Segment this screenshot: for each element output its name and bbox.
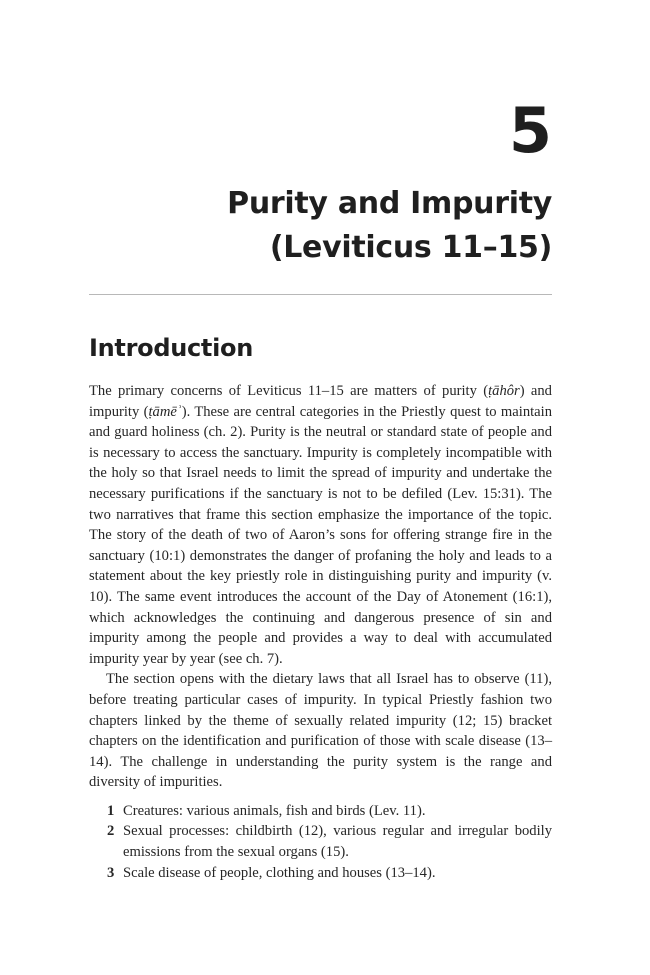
list-item — [89, 801, 552, 822]
paragraph-1 — [89, 381, 552, 669]
paragraph-1-text-a: The primary concerns of Leviticus 11–15 are matters of purity ( — [89, 383, 489, 399]
divider-rule — [89, 294, 552, 295]
list-item-number: 1 — [107, 802, 115, 819]
term-tahor: ṭāhôr — [488, 383, 520, 399]
term-tame: ṭāmēʾ — [148, 403, 182, 420]
body-text — [89, 381, 552, 883]
chapter-number: 5 — [508, 94, 552, 167]
paragraph-1-text-c: ). These are central categories in the Priestly quest to maintain and guard holiness (ch. 2). Purity is the neutral or standard state of people and is necessary to access the sanctuary. Impurity is completely incompatible with the holy so that Israel needs to limit the spread of impurity and undertake the necessary purifications if the sanctuary is not to be defiled (Lev. 15:31). The two narratives that frame this section emphasize the importance of the topic. The story of the death of two of Aaron’s sons for offering strange fire in the sanctuary (10:1) demonstrates the danger of profaning the holy and leads to a statement about the key priestly role in distinguishing purity and impurity (v. 10). The same event introduces the account of the Day of Atonement (16:1), which acknowledges the continuing and dangerous presence of sin and impurity among the people and provides a way to deal with accumulated impurity year by year (see ch. 7). — [89, 403, 552, 667]
list-item-text: Creatures: various animals, fish and birds (Lev. 11). — [123, 802, 426, 819]
list-item — [89, 821, 552, 862]
list-item-number: 3 — [107, 864, 115, 881]
chapter-title-line-1: Purity and Impurity — [227, 186, 552, 221]
list-item-text: Sexual processes: childbirth (12), various regular and irregular bodily emissions from the sexual organs (15). — [123, 823, 552, 861]
list-item-number: 2 — [107, 823, 115, 840]
list-item-text: Scale disease of people, clothing and houses (13–14). — [123, 864, 436, 881]
section-heading: Introduction — [89, 334, 253, 362]
paragraph-1-text-b: ) and impurity ( — [89, 383, 552, 420]
paragraph-2: The section opens with the dietary laws that all Israel has to observe (11), before treating particular cases of impurity. In typical Priestly fashion two chapters linked by the theme of sexually related impurity (12; 15) bracket chapters on the identification and purification of those with scale disease (13–14). The challenge in understanding the purity system is the range and diversity of impurities. — [89, 671, 552, 791]
chapter-title-line-2: (Leviticus 11–15) — [269, 230, 552, 265]
list-item — [89, 863, 552, 884]
chapter-title — [89, 182, 552, 270]
impurity-list — [89, 801, 552, 883]
